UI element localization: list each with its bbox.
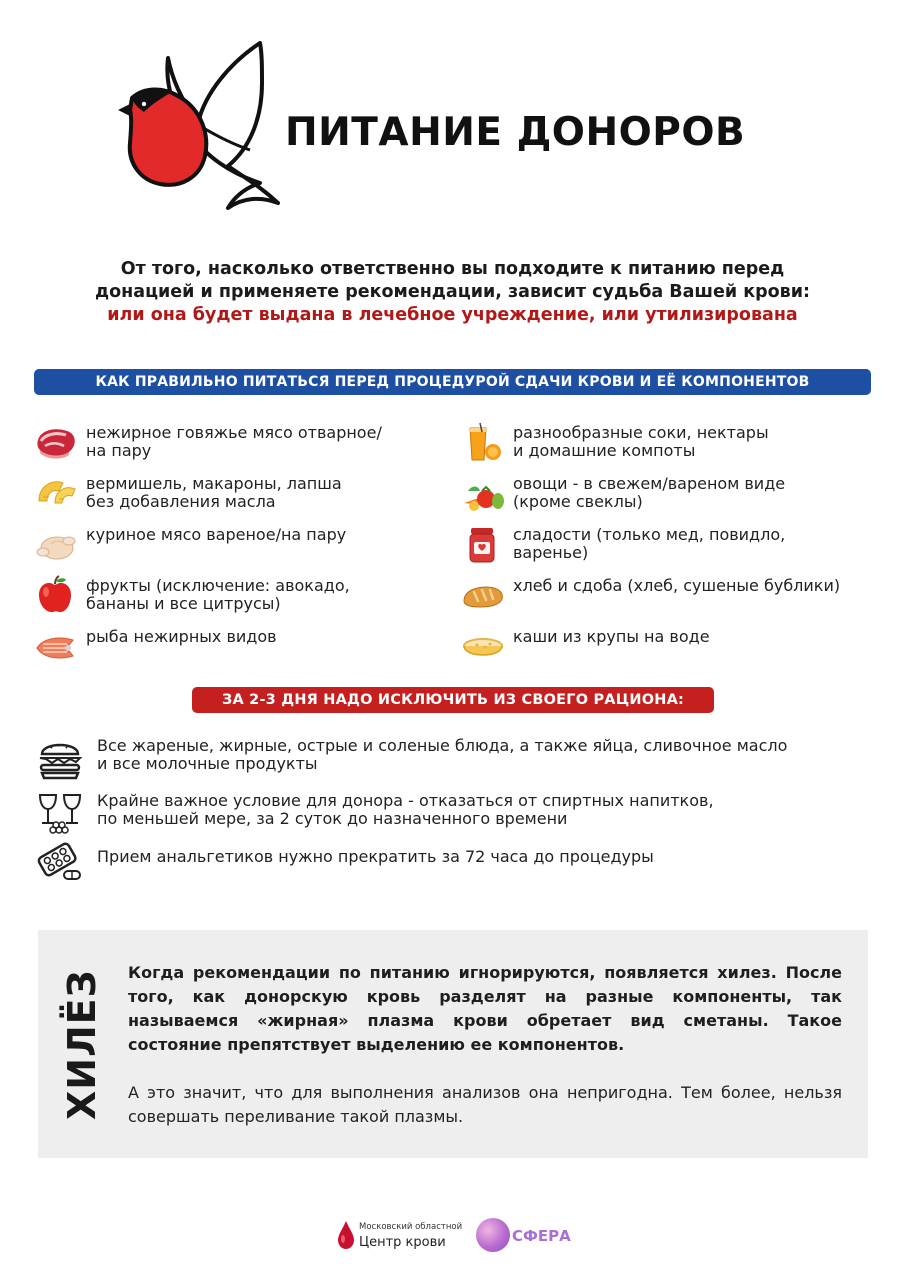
list-item <box>36 791 866 839</box>
bread-icon <box>460 575 506 615</box>
list-item-line: хлеб и сдоба (хлеб, сушеные бублики) <box>513 576 841 595</box>
blood-center-logo <box>334 1216 463 1256</box>
footer <box>0 1216 905 1261</box>
chicken-icon <box>33 524 79 564</box>
pasta-icon <box>33 473 79 513</box>
list-item <box>36 839 866 879</box>
intro-line-3: или она будет выдана в лечебное учреждение, или утилизирована <box>107 305 798 325</box>
list-item-line: рыба нежирных видов <box>86 627 277 646</box>
wine-glasses-icon <box>36 791 84 837</box>
list-item-line: варенье) <box>513 543 589 562</box>
page-title: ПИТАНИЕ ДОНОРОВ <box>285 110 746 155</box>
list-item-line: по меньшей мере, за 2 суток до назначенного времени <box>97 809 568 828</box>
fish-icon <box>33 626 79 666</box>
chylosis-paragraph-1: Когда рекомендации по питанию игнорируются, появляется хилез. После того, как донорскую кровь разделят на разные компоненты, так называемся «жирная» плазма крови обретает вид сметаны. Такое состояние препятствует выделению ее компонентов. <box>128 963 842 1054</box>
list-item-line: бананы и все цитрусы) <box>86 594 281 613</box>
list-item-line: каши из крупы на воде <box>513 627 710 646</box>
blood-center-subtitle: Московский областной <box>359 1222 463 1232</box>
apple-icon <box>33 575 79 615</box>
intro-line-2: донацией и применяете рекомендации, зависит судьба Вашей крови: <box>95 282 810 302</box>
sfera-logo <box>476 1218 576 1258</box>
list-item-line: и все молочные продукты <box>97 754 318 773</box>
blood-drop-icon <box>336 1220 356 1250</box>
list-item <box>33 573 453 624</box>
list-item-line: без добавления масла <box>86 492 276 511</box>
chylosis-paragraph-2: А это значит, что для выполнения анализов она непригодна. Тем более, нельзя совершать переливание такой плазмы. <box>128 1083 842 1126</box>
list-item <box>33 471 453 522</box>
list-item-line: вермишель, макароны, лапша <box>86 474 342 493</box>
list-item-line: сладости (только мед, повидло, <box>513 525 786 544</box>
list-item <box>33 420 453 471</box>
list-item-line: и домашние компоты <box>513 441 696 460</box>
pills-icon <box>36 839 84 885</box>
chylosis-info-box <box>38 930 868 1158</box>
allowed-foods-right <box>460 420 880 675</box>
meat-icon <box>33 422 79 462</box>
list-item <box>33 522 453 573</box>
blood-center-title: Центр крови <box>359 1235 446 1250</box>
list-item <box>36 736 866 786</box>
list-item <box>460 624 880 675</box>
intro-text <box>40 258 865 327</box>
list-item-line: на пару <box>86 441 152 460</box>
list-item-line: Все жареные, жирные, острые и соленые блюда, а также яйца, сливочное масло <box>97 736 788 755</box>
list-item-line: Прием анальгетиков нужно прекратить за 72 часа до процедуры <box>97 847 654 866</box>
bullfinch-logo-icon <box>110 38 280 213</box>
allowed-foods-banner: КАК ПРАВИЛЬНО ПИТАТЬСЯ ПЕРЕД ПРОЦЕДУРОЙ СДАЧИ КРОВИ И ЕЁ КОМПОНЕНТОВ <box>34 369 871 395</box>
exclude-foods-banner: ЗА 2-3 ДНЯ НАДО ИСКЛЮЧИТЬ ИЗ СВОЕГО РАЦИОНА: <box>192 687 714 713</box>
intro-line-1: От того, насколько ответственно вы подходите к питанию перед <box>120 259 785 279</box>
jam-jar-icon <box>460 524 506 564</box>
list-item <box>460 522 880 573</box>
list-item-line: (кроме свеклы) <box>513 492 643 511</box>
list-item-line: разнообразные соки, нектары <box>513 423 769 442</box>
vegetables-icon <box>460 473 506 513</box>
list-item <box>460 573 880 624</box>
sfera-sphere-icon <box>476 1218 510 1252</box>
list-item-line: овощи - в свежем/вареном виде <box>513 474 786 493</box>
list-item <box>33 624 453 675</box>
header <box>110 38 810 213</box>
sfera-logo-text: СФЕРА <box>512 1227 571 1245</box>
burger-icon <box>36 736 84 782</box>
list-item-line: фрукты (исключение: авокадо, <box>86 576 350 595</box>
list-item <box>460 420 880 471</box>
list-item-line: Крайне важное условие для донора - отказаться от спиртных напитков, <box>97 791 714 810</box>
list-item-line: куриное мясо вареное/на пару <box>86 525 347 544</box>
allowed-foods-left <box>33 420 453 675</box>
juice-icon <box>460 422 506 462</box>
chylosis-vertical-title: ХИЛЁЗ <box>60 969 104 1120</box>
list-item-line: нежирное говяжье мясо отварное/ <box>86 423 382 442</box>
list-item <box>460 471 880 522</box>
porridge-icon <box>460 626 506 666</box>
